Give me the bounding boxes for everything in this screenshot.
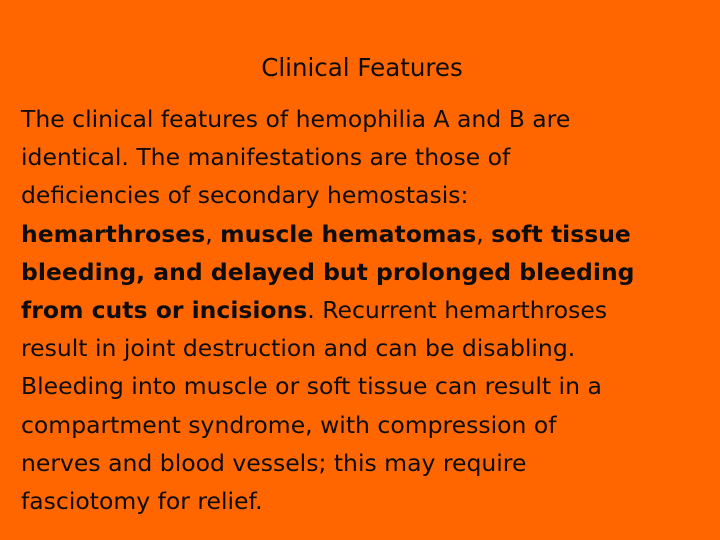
paragraph-line-1: The clinical features of hemophilia A and B are [21,105,571,133]
slide-title-text: Clinical Features [261,53,463,82]
paragraph-line-8: Bleeding into muscle or soft tissue can result in a [21,372,602,401]
bold-term-soft-tissue: soft tissue [491,219,631,248]
separator: , [205,219,221,248]
paragraph-line-9: compartment syndrome, with compression of [21,410,557,439]
paragraph-line-11: fasciotomy for relief. [21,487,263,516]
paragraph-line-6 [21,291,701,329]
paragraph-line-4 [21,215,701,253]
separator: , [476,219,492,248]
paragraph-line-5: bleeding, and delayed but prolonged bleeding [21,257,635,286]
paragraph-line-7: result in joint destruction and can be disabling. [21,334,576,363]
paragraph-line-10: nerves and blood vessels; this may require [21,448,527,477]
body-paragraph [21,100,701,520]
paragraph-line-3: deficiencies of secondary hemostasis: [21,181,469,210]
bold-term-cuts-incisions: from cuts or incisions [21,296,308,325]
bold-term-hemarthroses: hemarthroses [21,219,206,248]
slide-title [0,52,720,84]
bold-term-muscle-hematomas: muscle hematomas [220,219,477,248]
paragraph-line-2: identical. The manifestations are those of [21,143,511,172]
paragraph-line-6-rest: . Recurrent hemarthroses [307,296,608,325]
